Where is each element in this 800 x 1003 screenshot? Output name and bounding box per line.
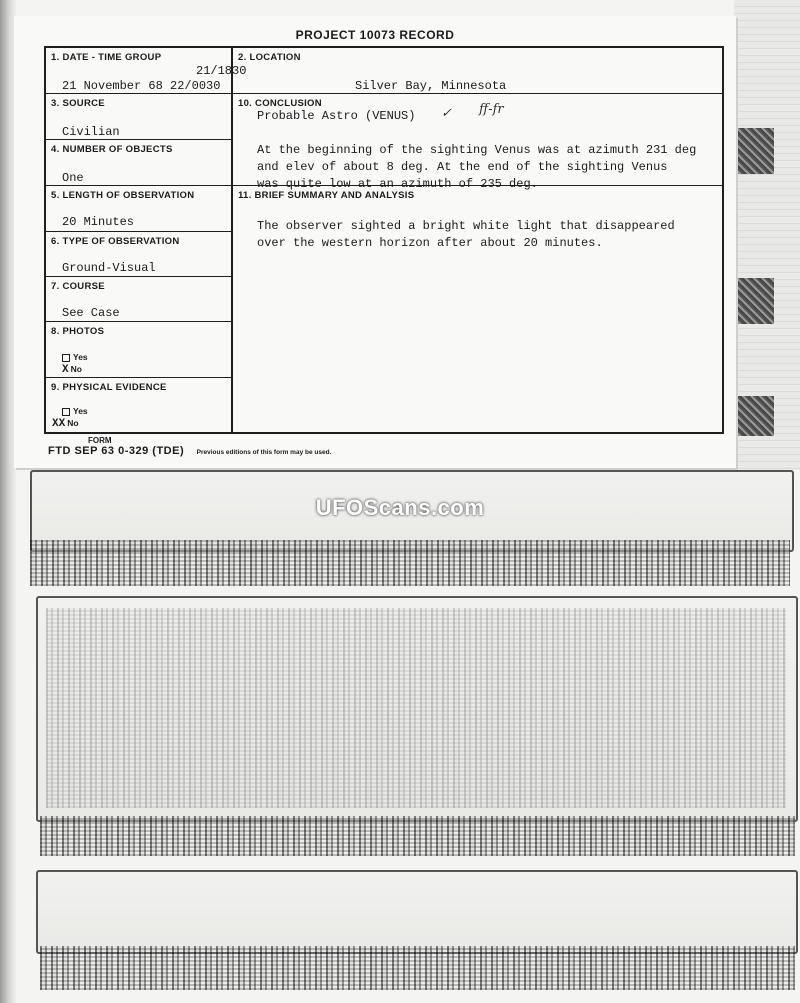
form-footer	[48, 436, 331, 457]
summary-line: over the western horizon after about 20 minutes.	[257, 236, 603, 250]
type-value: Ground-Visual	[62, 261, 156, 275]
film-noise-band	[40, 816, 795, 856]
summary-label: 11. BRIEF SUMMARY AND ANALYSIS	[238, 190, 415, 201]
evidence-cell	[46, 378, 231, 434]
footer-form-word: FORM	[88, 436, 112, 445]
type-label: 6. TYPE OF OBSERVATION	[51, 236, 180, 247]
length-cell	[46, 186, 231, 232]
date-time-value-2: 21 November 68 22/0030	[62, 79, 221, 93]
summary-line: The observer sighted a bright white light that disappeared	[257, 219, 675, 233]
film-frame-2	[36, 596, 798, 822]
date-time-cell	[46, 48, 247, 94]
summary-cell	[233, 186, 724, 434]
left-column	[46, 48, 247, 432]
type-cell	[46, 232, 231, 277]
source-value: Civilian	[62, 125, 120, 139]
checkbox-icon	[62, 408, 70, 416]
date-time-label: 1. DATE - TIME GROUP	[51, 52, 162, 63]
source-cell	[46, 94, 231, 140]
film-noise-band	[40, 946, 795, 990]
watermark-text: UFOScans.com	[315, 495, 485, 520]
course-cell	[46, 277, 231, 322]
record-card	[14, 16, 736, 468]
length-label: 5. LENGTH OF OBSERVATION	[51, 190, 195, 201]
conclusion-line: and elev of about 8 deg. At the end of the sighting Venus	[257, 160, 668, 174]
location-label: 2. LOCATION	[238, 52, 301, 63]
check-mark-icon: ✓	[441, 106, 452, 121]
footer-note: Previous editions of this form may be used.	[196, 449, 332, 456]
conclusion-value: Probable Astro (VENUS)	[257, 109, 416, 123]
film-noise-band	[30, 540, 790, 586]
scan-artifact	[736, 396, 774, 436]
checkbox-icon	[62, 354, 70, 362]
date-time-value-1: 21/1830	[196, 64, 247, 78]
evidence-no-mark: XX	[52, 418, 66, 430]
film-frame-3	[36, 870, 798, 954]
course-value: See Case	[62, 306, 120, 320]
form-title: PROJECT 10073 RECORD	[295, 28, 455, 42]
location-value: Silver Bay, Minnesota	[355, 79, 507, 93]
photos-no: X No	[62, 364, 82, 376]
handwritten-initials: ff-fr	[479, 102, 504, 117]
photos-yes: Yes	[62, 352, 88, 362]
scan-artifact	[736, 128, 774, 174]
evidence-yes: Yes	[62, 406, 88, 416]
conclusion-cell	[233, 94, 724, 191]
form-grid	[44, 46, 724, 434]
source-label: 3. SOURCE	[51, 98, 105, 109]
location-cell	[233, 48, 724, 94]
photos-cell	[46, 322, 231, 378]
length-value: 20 Minutes	[62, 215, 135, 229]
evidence-label: 9. PHYSICAL EVIDENCE	[51, 382, 167, 393]
film-noise-area	[46, 608, 786, 808]
objects-value: One	[62, 171, 84, 185]
scan-artifact	[736, 278, 774, 324]
conclusion-line: was quite low at an azimuth of 235 deg.	[257, 177, 538, 191]
objects-label: 4. NUMBER OF OBJECTS	[51, 144, 173, 155]
objects-cell	[46, 140, 231, 186]
footer-form-id: FTD SEP 63 0-329 (TDE)	[48, 445, 185, 457]
conclusion-line: At the beginning of the sighting Venus was at azimuth 231 deg	[257, 143, 697, 157]
course-label: 7. COURSE	[51, 281, 105, 292]
photos-no-mark: X	[62, 364, 69, 376]
evidence-no: XX No	[52, 418, 79, 430]
conclusion-label: 10. CONCLUSION	[238, 98, 322, 109]
photos-label: 8. PHOTOS	[51, 326, 105, 337]
summary-text	[257, 218, 675, 252]
